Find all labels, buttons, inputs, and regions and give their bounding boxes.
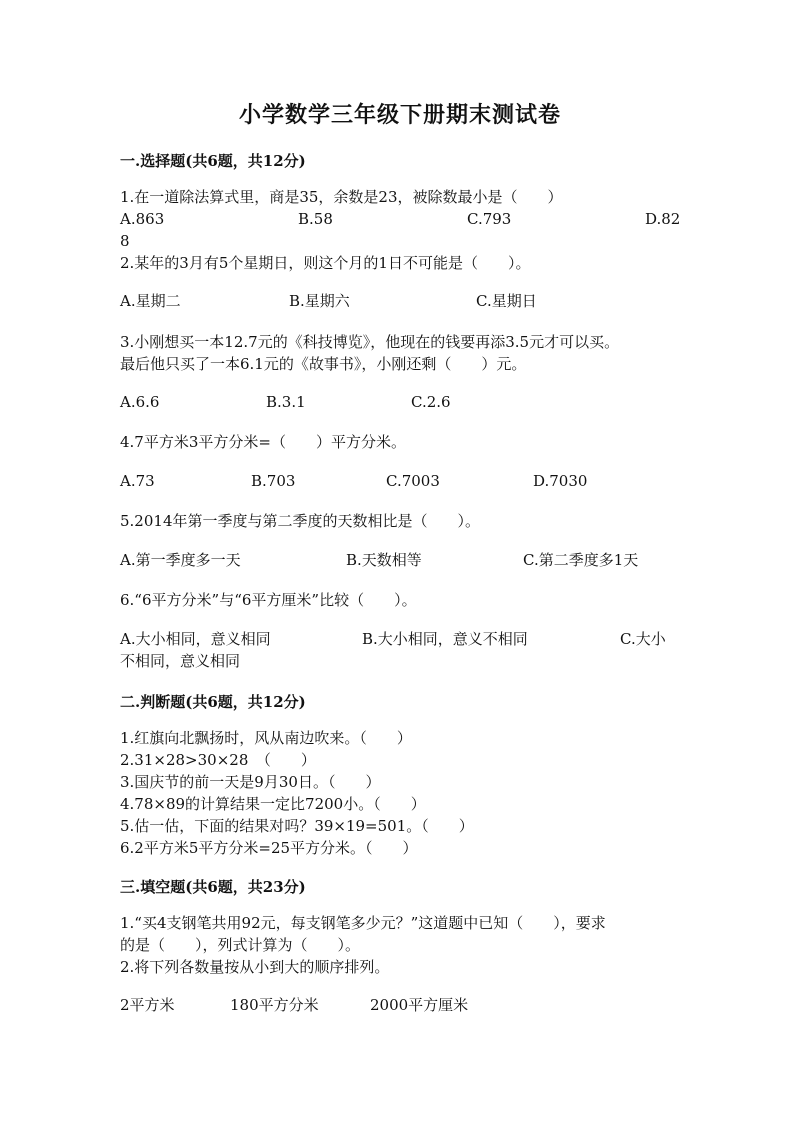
- q3-option-b: B.3.1: [266, 393, 306, 411]
- q2-option-a: A.星期二: [120, 292, 181, 310]
- quantity-value: 2000平方厘米: [370, 996, 469, 1014]
- q5-option-c: C.第二季度多1天: [523, 551, 639, 569]
- q3-option-c: C.2.6: [411, 393, 451, 411]
- q1-option-b: B.58: [298, 210, 333, 228]
- q1-option-d-wrap: 8: [120, 232, 130, 250]
- q1-option-c: C.793: [467, 210, 512, 228]
- question-1-stem: 1.在一道除法算式里，商是35，余数是23，被除数最小是（ ）: [120, 188, 563, 206]
- q4-option-a: A.73: [120, 472, 155, 490]
- question-3-line1: 3.小刚想买一本12.7元的《科技博览》，他现在的钱要再添3.5元才可以买。: [120, 333, 620, 351]
- fill-question-1-line1: 1.“买4支钢笔共用92元，每支钢笔多少元？”这道题中已知（ ），要求: [120, 914, 606, 932]
- question-6-stem: 6.“6平方分米”与“6平方厘米”比较（ ）。: [120, 591, 417, 609]
- judgement-item: 6.2平方米5平方分米=25平方分米。（ ）: [120, 839, 418, 857]
- quantity-value: 2平方米: [120, 996, 175, 1014]
- q5-option-a: A.第一季度多一天: [120, 551, 241, 569]
- q6-option-b: B.大小相同，意义不相同: [362, 630, 528, 648]
- section-heading-judgement: 二.判断题(共6题，共12分): [120, 693, 306, 711]
- q6-option-a: A.大小相同，意义相同: [120, 630, 271, 648]
- q3-option-a: A.6.6: [120, 393, 160, 411]
- q4-option-d: D.7030: [533, 472, 588, 490]
- fill-question-2-stem: 2.将下列各数量按从小到大的顺序排列。: [120, 958, 390, 976]
- q1-option-d: D.82: [645, 210, 681, 228]
- question-2-stem: 2.某年的3月有5个星期日，则这个月的1日不可能是（ ）。: [120, 254, 531, 272]
- page-title: 小学数学三年级下册期末测试卷: [238, 102, 561, 128]
- q1-option-a: A.863: [120, 210, 165, 228]
- fill-question-1-line2: 的是（ ），列式计算为（ ）。: [120, 936, 361, 954]
- question-5-stem: 5.2014年第一季度与第二季度的天数相比是（ ）。: [120, 512, 480, 530]
- q4-option-c: C.7003: [386, 472, 440, 490]
- judgement-item: 2.31×28>30×28 （ ）: [120, 751, 316, 769]
- judgement-item: 4.78×89的计算结果一定比7200小。（ ）: [120, 795, 426, 813]
- q6-option-c-wrap: 不相同，意义相同: [120, 652, 241, 670]
- q2-option-b: B.星期六: [289, 292, 350, 310]
- section-heading-fill-blank: 三.填空题(共6题，共23分): [120, 878, 306, 896]
- q6-option-c: C.大小: [620, 630, 666, 648]
- question-4-stem: 4.7平方米3平方分米=（ ）平方分米。: [120, 433, 406, 451]
- judgement-item: 1.红旗向北飘扬时，风从南边吹来。（ ）: [120, 729, 412, 747]
- quantity-value: 180平方分米: [230, 996, 319, 1014]
- q4-option-b: B.703: [251, 472, 296, 490]
- question-3-line2: 最后他只买了一本6.1元的《故事书》，小刚还剩（ ）元。: [120, 355, 527, 373]
- q2-option-c: C.星期日: [476, 292, 537, 310]
- section-heading-choice: 一.选择题(共6题，共12分): [120, 152, 306, 170]
- judgement-item: 3.国庆节的前一天是9月30日。（ ）: [120, 773, 381, 791]
- q5-option-b: B.天数相等: [346, 551, 422, 569]
- judgement-item: 5.估一估，下面的结果对吗？39×19=501。（ ）: [120, 817, 474, 835]
